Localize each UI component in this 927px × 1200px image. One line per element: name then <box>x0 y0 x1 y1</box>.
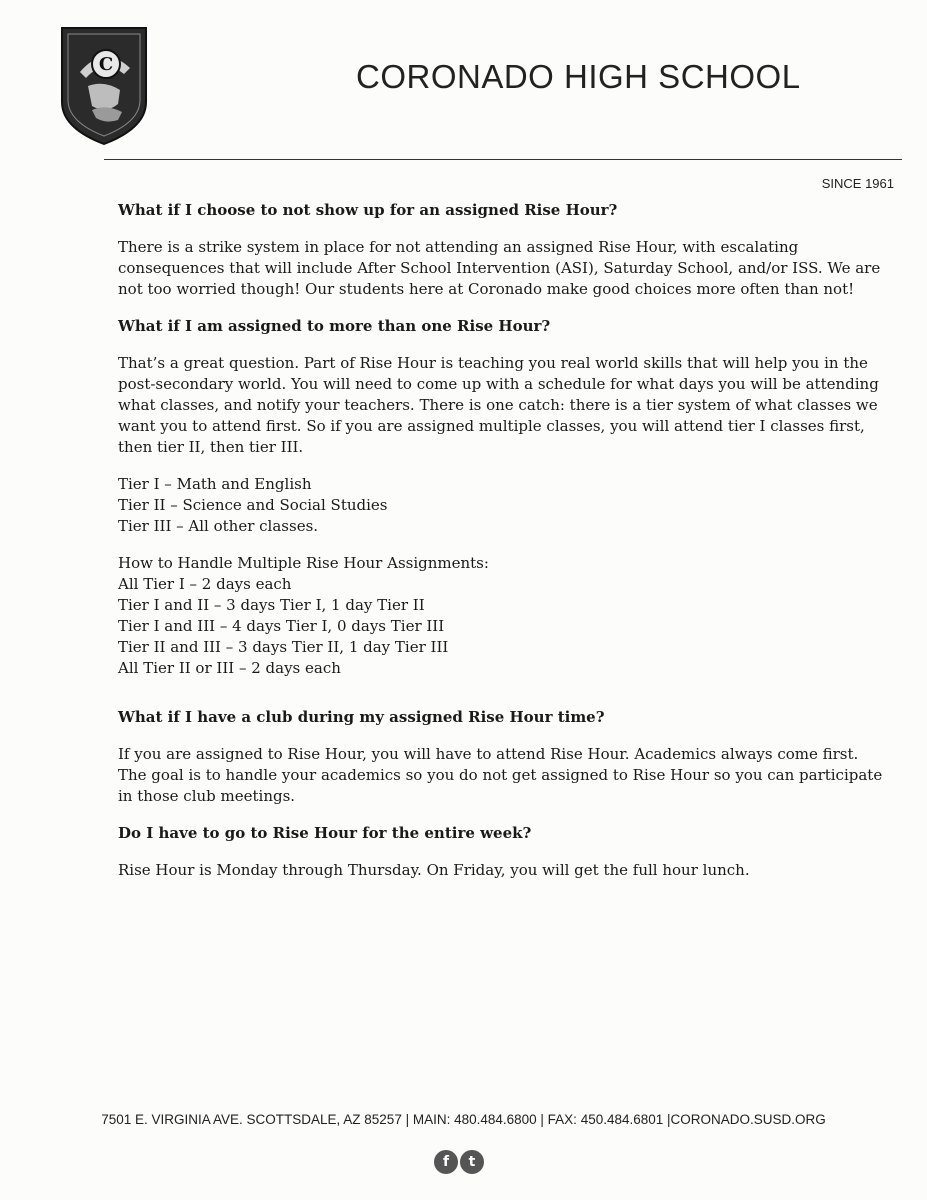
assignment-list <box>118 553 888 679</box>
section-body: Rise Hour is Monday through Thursday. On Friday, you will get the full hour lunch. <box>118 861 750 879</box>
footer-contact: 7501 E. VIRGINIA AVE. SCOTTSDALE, AZ 85257 | MAIN: 480.484.6800 | FAX: 450.484.6801 |CORONADO.SUSD.ORG <box>101 1112 826 1127</box>
tier-list <box>118 474 888 537</box>
tier-item: Tier III – All other classes. <box>118 517 319 535</box>
assignment-item: All Tier II or III – 2 days each <box>118 659 341 677</box>
document-body <box>118 200 888 897</box>
facebook-icon[interactable]: f <box>434 1150 458 1174</box>
section-body: That’s a great question. Part of Rise Hour is teaching you real world skills that will help you in the post-secondary world. You will need to come up with a schedule for what days you will be attending what classes, and notify your teachers. There is one catch: there is a tier system of what classes we want you to attend first. So if you are assigned multiple classes, you will attend tier I classes first, then tier II, then tier III. <box>118 354 879 456</box>
twitter-icon[interactable]: t <box>460 1150 484 1174</box>
assignment-item: Tier I and II – 3 days Tier I, 1 day Tier II <box>118 596 425 614</box>
social-links <box>434 1150 484 1174</box>
assignment-item: Tier I and III – 4 days Tier I, 0 days Tier III <box>118 617 445 635</box>
school-name: CORONADO HIGH SCHOOL <box>356 58 801 95</box>
crest-letter: C <box>98 54 114 75</box>
section-body: There is a strike system in place for not attending an assigned Rise Hour, with escalating consequences that will include After School Intervention (ASI), Saturday School, and/or ISS. We are not too worried though! Our students here at Coronado make good choices more often than not! <box>118 238 881 298</box>
section-body: If you are assigned to Rise Hour, you will have to attend Rise Hour. Academics always come first. The goal is to handle your academics so you do not get assigned to Rise Hour so you can participate in those club meetings. <box>118 745 883 805</box>
section-heading: What if I have a club during my assigned Rise Hour time? <box>118 708 605 726</box>
header-divider <box>104 159 902 160</box>
tier-item: Tier I – Math and English <box>118 475 312 493</box>
section-heading: What if I choose to not show up for an assigned Rise Hour? <box>118 201 618 219</box>
tier-item: Tier II – Science and Social Studies <box>118 496 388 514</box>
since-year: SINCE 1961 <box>821 176 894 191</box>
assignment-item: All Tier I – 2 days each <box>118 575 292 593</box>
assignment-list-title: How to Handle Multiple Rise Hour Assignments: <box>118 554 489 572</box>
school-crest-icon <box>58 24 150 148</box>
section-heading: Do I have to go to Rise Hour for the entire week? <box>118 824 532 842</box>
section-heading: What if I am assigned to more than one Rise Hour? <box>118 317 551 335</box>
assignment-item: Tier II and III – 3 days Tier II, 1 day Tier III <box>118 638 449 656</box>
